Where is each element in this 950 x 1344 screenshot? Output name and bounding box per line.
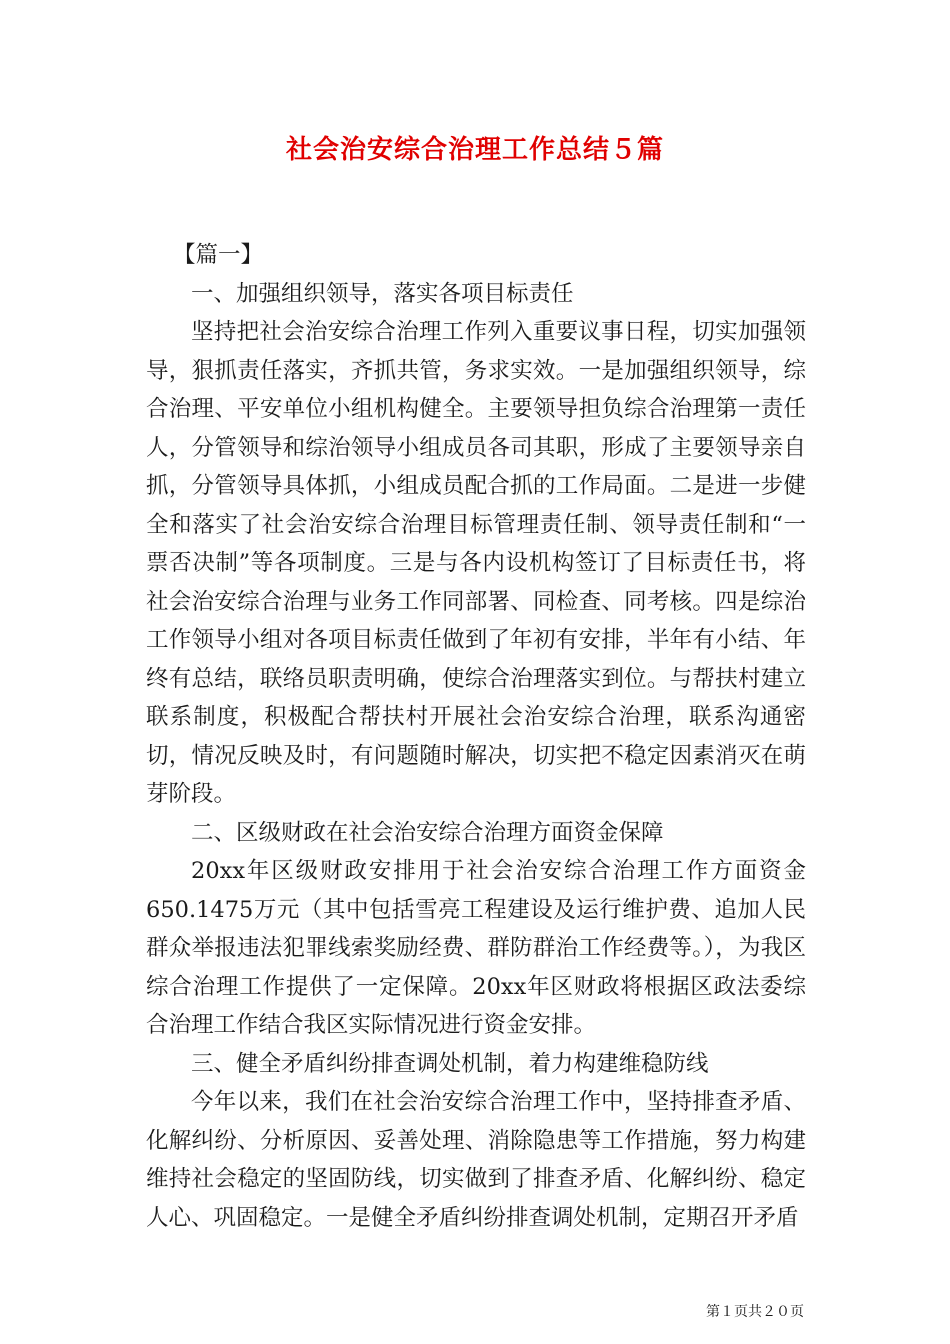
paragraph-3: 今年以来，我们在社会治安综合治理工作中，坚持排查矛盾、化解纠纷、分析原因、妥善处理、消除隐患等工作措施，努力构建维持社会稳定的坚固防线，切实做到了排查矛盾、化解纠纷、稳定人心、巩固稳定。一是健全矛盾纠纷排查调处机制，定期召开矛盾 (146, 1089, 806, 1231)
paragraph-1: 坚持把社会治安综合治理工作列入重要议事日程，切实加强领导，狠抓责任落实，齐抓共管，务求实效。一是加强组织领导，综合治理、平安单位小组机构健全。主要领导担负综合治理第一责任人，分管领导和综治领导小组成员各司其职，形成了主要领导亲自抓，分管领导具体抓，小组成员配合抓的工作局面。二是进一步健全和落实了社会治安综合治理目标管理责任制、领导责任制和“一票否决制”等各项制度。三是与各内设机构签订了目标责任书，将社会治安综合治理与业务工作同部署、同检查、同考核。四是综治工作领导小组对各项目标责任做到了年初有安排，半年有小结、年终有总结，联络员职责明确，使综合治理落实到位。与帮扶村建立联系制度，积极配合帮扶村开展社会治安综合治理，联系沟通密切，情况反映及时，有问题随时解决，切实把不稳定因素消灭在萌芽阶段。 (146, 319, 806, 807)
document-title: 社会治安综合治理工作总结５篇 (285, 135, 664, 165)
heading-1: 一、加强组织领导，落实各项目标责任 (191, 280, 574, 307)
section-label: 【篇一】 (173, 242, 264, 268)
paragraph-2: 20xx年区级财政安排用于社会治安综合治理工作方面资金650.1475万元（其中包括雪亮工程建设及运行维护费、追加人民群众举报违法犯罪线索奖励经费、群防群治工作经费等。），为我区综合治理工作提供了一定保障。20xx年区财政将根据区政法委综合治理工作结合我区实际情况进行资金安排。 (146, 858, 806, 1038)
document-body (146, 236, 806, 1237)
heading-3: 三、健全矛盾纠纷排查调处机制，着力构建维稳防线 (191, 1050, 709, 1077)
page-number-footer: 第１页共２０页 (706, 1304, 804, 1320)
heading-2: 二、区级财政在社会治安综合治理方面资金保障 (191, 819, 664, 846)
